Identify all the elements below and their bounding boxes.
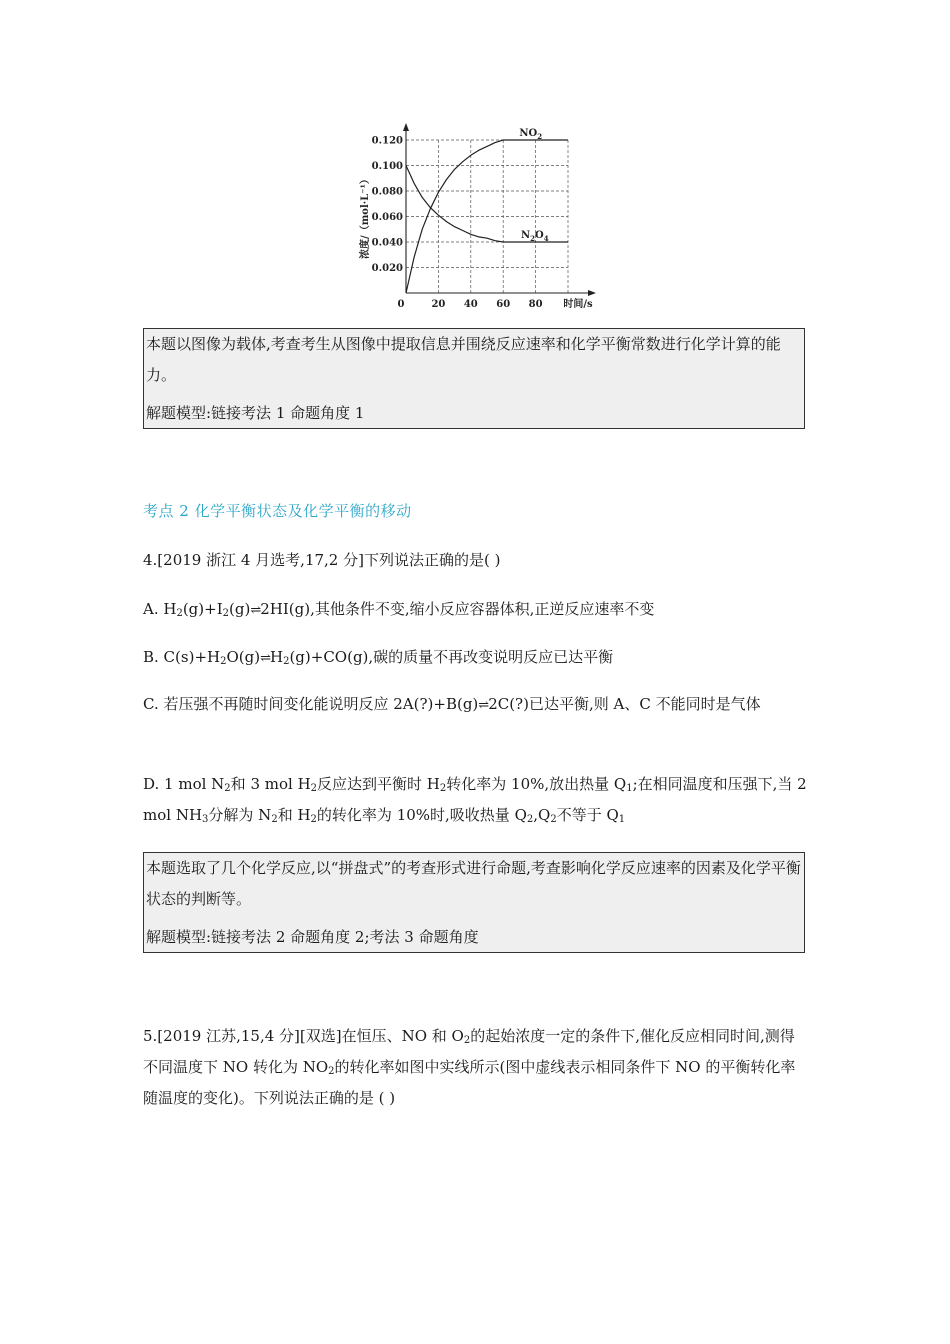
y-tick-label: 0.080: [371, 186, 403, 198]
series-label-no2: $NO_2$: [519, 128, 543, 141]
series-label-n2o4: $N_2O_4$: [521, 230, 549, 243]
analysis-box-2: [143, 852, 805, 953]
y-tick-label: 0.100: [371, 161, 403, 172]
x-tick-label: 60: [496, 299, 511, 310]
x-axis-label: 时间/s: [563, 299, 593, 310]
y-tick-label: 0.120: [371, 135, 403, 147]
equilibrium-arrow: ⇌: [478, 698, 489, 713]
option-d: D. 1 mol $N_2$和 3 mol $H_2$反应达到平衡时 $H_2$转化率为 10%,放出热量 $Q_1$;在相同温度和压强下,当 2 mol $NH_3$分解为 $N_2$和 $H_2$的转化率为 10%时,吸收热量 $Q_2,Q_2$不等于 $Q_1$: [143, 775, 807, 825]
y-tick-label: 0.060: [371, 212, 403, 223]
equilibrium-arrow: ⇌: [260, 651, 270, 666]
question-4-stem: [143, 545, 808, 576]
x-tick-label: 20: [431, 299, 446, 310]
x-tick-label: 40: [463, 299, 478, 310]
solution-model: 解题模型:链接考法 1 命题角度 1: [146, 404, 365, 422]
option-c: C. 若压强不再随时间变化能说明反应 2A(?)+B(g)⇌2C(?)已达平衡,则 A、C 不能同时是气体: [143, 695, 761, 713]
y-tick-label: 0.020: [371, 263, 403, 274]
y-axis-arrow: [403, 123, 409, 131]
analysis-text: 本题选取了几个化学反应,以“拼盘式”的考查形式进行命题,考查影响化学反应速率的因素及化学平衡状态的判断等。: [146, 859, 801, 908]
chart-labels: [358, 128, 593, 310]
chart-svg: [352, 122, 602, 312]
option-a: A. $H_2(g)+I_2(g)\rightleftharpoons 2HI(g)$,其他条件不变,缩小反应容器体积,正逆反应速率不变: [143, 600, 655, 619]
question-stem: 4.[2019 浙江 4 月选考,17,2 分]下列说法正确的是( ): [143, 551, 501, 569]
equilibrium-arrow: ⇌: [250, 603, 261, 618]
question-5: 5.[2019 江苏,15,4 分][双选]在恒压、NO 和 $O_2$的起始浓度一定的条件下,催化反应相同时间,测得不同温度下 NO 转化为 $NO_2$的转化率如图中实线所示(图中虚线表示相同条件下 NO 的平衡转化率随温度的变化)。下列说法正确的是 ( ): [143, 1027, 796, 1107]
concentration-time-chart: [352, 122, 602, 312]
analysis-box-1: [143, 328, 805, 429]
option-b: B. $C(s)+H_2O(g)\rightleftharpoons H_2(g)+CO(g)$,碳的质量不再改变说明反应已达平衡: [143, 648, 614, 667]
solution-model: 解题模型:链接考法 2 命题角度 2;考法 3 命题角度: [146, 928, 479, 946]
analysis-text: 本题以图像为载体,考查考生从图像中提取信息并围绕反应速率和化学平衡常数进行化学计算的能力。: [146, 335, 781, 384]
x-tick-label: 0: [397, 299, 405, 310]
section-title: 考点 2 化学平衡状态及化学平衡的移动: [143, 502, 412, 520]
y-tick-label: 0.040: [371, 237, 403, 249]
y-axis-label: 浓度/（mol·L⁻¹）: [360, 174, 371, 259]
chart-grid: [406, 140, 568, 293]
x-axis-arrow: [588, 290, 596, 296]
x-tick-label: 80: [528, 299, 543, 310]
